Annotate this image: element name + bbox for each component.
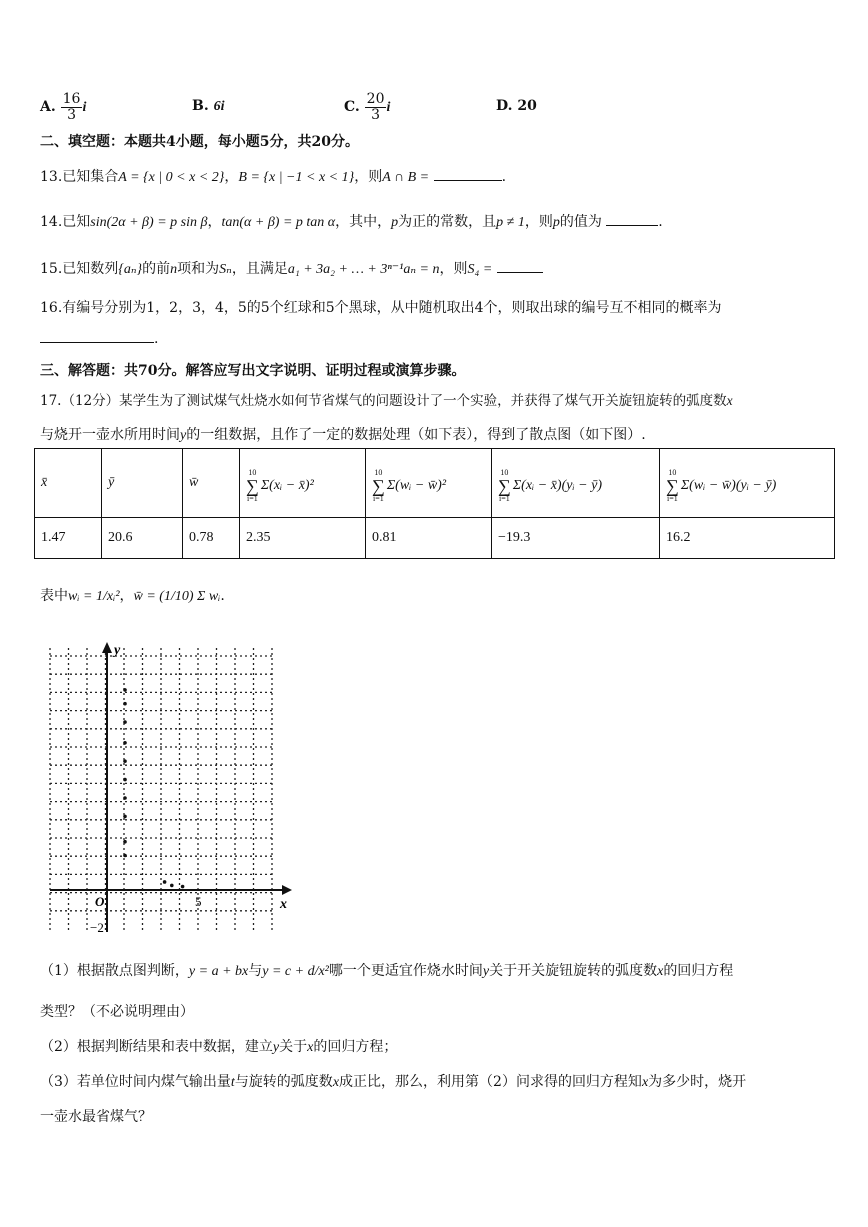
part-2: （2）根据判断结果和表中数据，建立y关于x的回归方程； — [40, 1039, 398, 1055]
part-1-cont: 类型？（不必说明理由） — [40, 1004, 194, 1020]
question-14: 14.已知sin(2α + β) = p sin β，tan(α + β) = p tan α，其中，p为正的常数，且p ≠ 1，则p的值为 . — [40, 214, 663, 230]
scatter-point — [123, 840, 127, 844]
table-row — [35, 518, 835, 559]
scatter-point — [163, 880, 167, 884]
option-b: B. 6i — [192, 98, 225, 114]
scatter-point — [123, 759, 127, 763]
table-cell: 2.35 — [240, 518, 366, 559]
table-header: w̄ — [183, 449, 240, 518]
x-tick-label: 5 — [195, 894, 202, 909]
option-c: C. $\frac{20}{3}$ i — [344, 91, 391, 123]
scatter-point — [123, 741, 127, 745]
table-header-row — [35, 449, 835, 518]
option-a: A. $\frac{16}{3}$ i — [40, 91, 87, 123]
answer-blank-14[interactable] — [606, 225, 658, 226]
answer-blank-13[interactable] — [434, 180, 502, 181]
scatter-point — [181, 885, 185, 889]
y-tick-label: −2 — [90, 920, 104, 935]
table-header: 10 ∑ i=1 Σ(wᵢ − w̄)(yᵢ − ȳ) — [660, 449, 835, 518]
option-d: D. 20 — [496, 98, 537, 114]
question-17-intro: 17.（12分）某学生为了测试煤气灶烧水如何节省煤气的问题设计了一个实验，并获得了煤气开关旋钮旋转的弧度数x — [40, 393, 733, 409]
section2-header: 二、填空题：本题共4小题，每小题5分，共20分。 — [40, 134, 359, 150]
section3-header: 三、解答题：共70分。解答应写出文字说明、证明过程或演算步骤。 — [40, 363, 466, 379]
part-1: （1）根据散点图判断，y = a + bx与y = c + d/x²哪一个更适宜作烧水时间y关于开关旋钮旋转的弧度数x的回归方程 — [40, 963, 734, 979]
table-cell: 0.81 — [366, 518, 492, 559]
table-note: 表中wᵢ = 1/xᵢ²，w̄ = (1/10) Σ wᵢ. — [40, 588, 225, 604]
scatter-point — [123, 778, 127, 782]
origin-label: O — [95, 894, 105, 909]
x-axis-label: x — [280, 897, 287, 912]
table-header: ȳ — [102, 449, 183, 518]
table-cell: 20.6 — [102, 518, 183, 559]
part-3: （3）若单位时间内煤气输出量t与旋转的弧度数x成正比，那么，利用第（2）问求得的回归方程知x为多少时，烧开 — [40, 1074, 747, 1090]
scatter-point — [123, 854, 127, 858]
table-header: 10 ∑ i=1 Σ(xᵢ − x̄)(yᵢ − ȳ) — [492, 449, 660, 518]
scatter-point — [170, 884, 174, 888]
question-16-blank-line: . — [40, 331, 158, 347]
scatter-point — [123, 702, 127, 706]
table-cell: 1.47 — [35, 518, 102, 559]
y-axis-label: y — [114, 643, 121, 658]
question-13: 13.已知集合A = {x | 0 < x < 2}，B = {x | −1 < x < 1}，则A ∩ B = . — [40, 169, 507, 185]
scatter-point — [123, 688, 127, 692]
scatter-plot — [40, 636, 300, 940]
x-axis-arrow — [282, 885, 292, 895]
table-header: x̄ — [35, 449, 102, 518]
scatter-point — [123, 720, 127, 724]
data-table — [34, 448, 835, 559]
table-header: 10 ∑ i=1 Σ(wᵢ − w̄)² — [366, 449, 492, 518]
table-header: 10 ∑ i=1 Σ(xᵢ − x̄)² — [240, 449, 366, 518]
part-3-cont: 一壶水最省煤气？ — [40, 1109, 152, 1125]
table-cell: 16.2 — [660, 518, 835, 559]
option-c-fraction: $\frac{20}{3}$ — [366, 91, 385, 123]
table-cell: −19.3 — [492, 518, 660, 559]
question-16: 16.有编号分别为1，2，3，4，5的5个红球和5个黑球，从中随机取出4个，则取出球的编号互不相同的概率为 — [40, 300, 722, 316]
scatter-point — [123, 796, 127, 800]
option-a-fraction: $\frac{16}{3}$ — [62, 91, 81, 123]
table-cell: 0.78 — [183, 518, 240, 559]
y-axis-arrow — [102, 642, 112, 653]
question-17-intro-2: 与烧开一壶水所用时间y的一组数据，且作了一定的数据处理（如下表），得到了散点图（如下图）. — [40, 427, 646, 443]
answer-blank-16[interactable] — [40, 342, 154, 343]
answer-blank-15[interactable] — [497, 272, 543, 273]
question-15: 15.已知数列{aₙ}的前n项和为Sₙ，且满足a₁ + 3a₂ + … + 3ⁿ⁻¹aₙ = n，则S₄ = — [40, 258, 543, 278]
scatter-point — [123, 815, 127, 819]
